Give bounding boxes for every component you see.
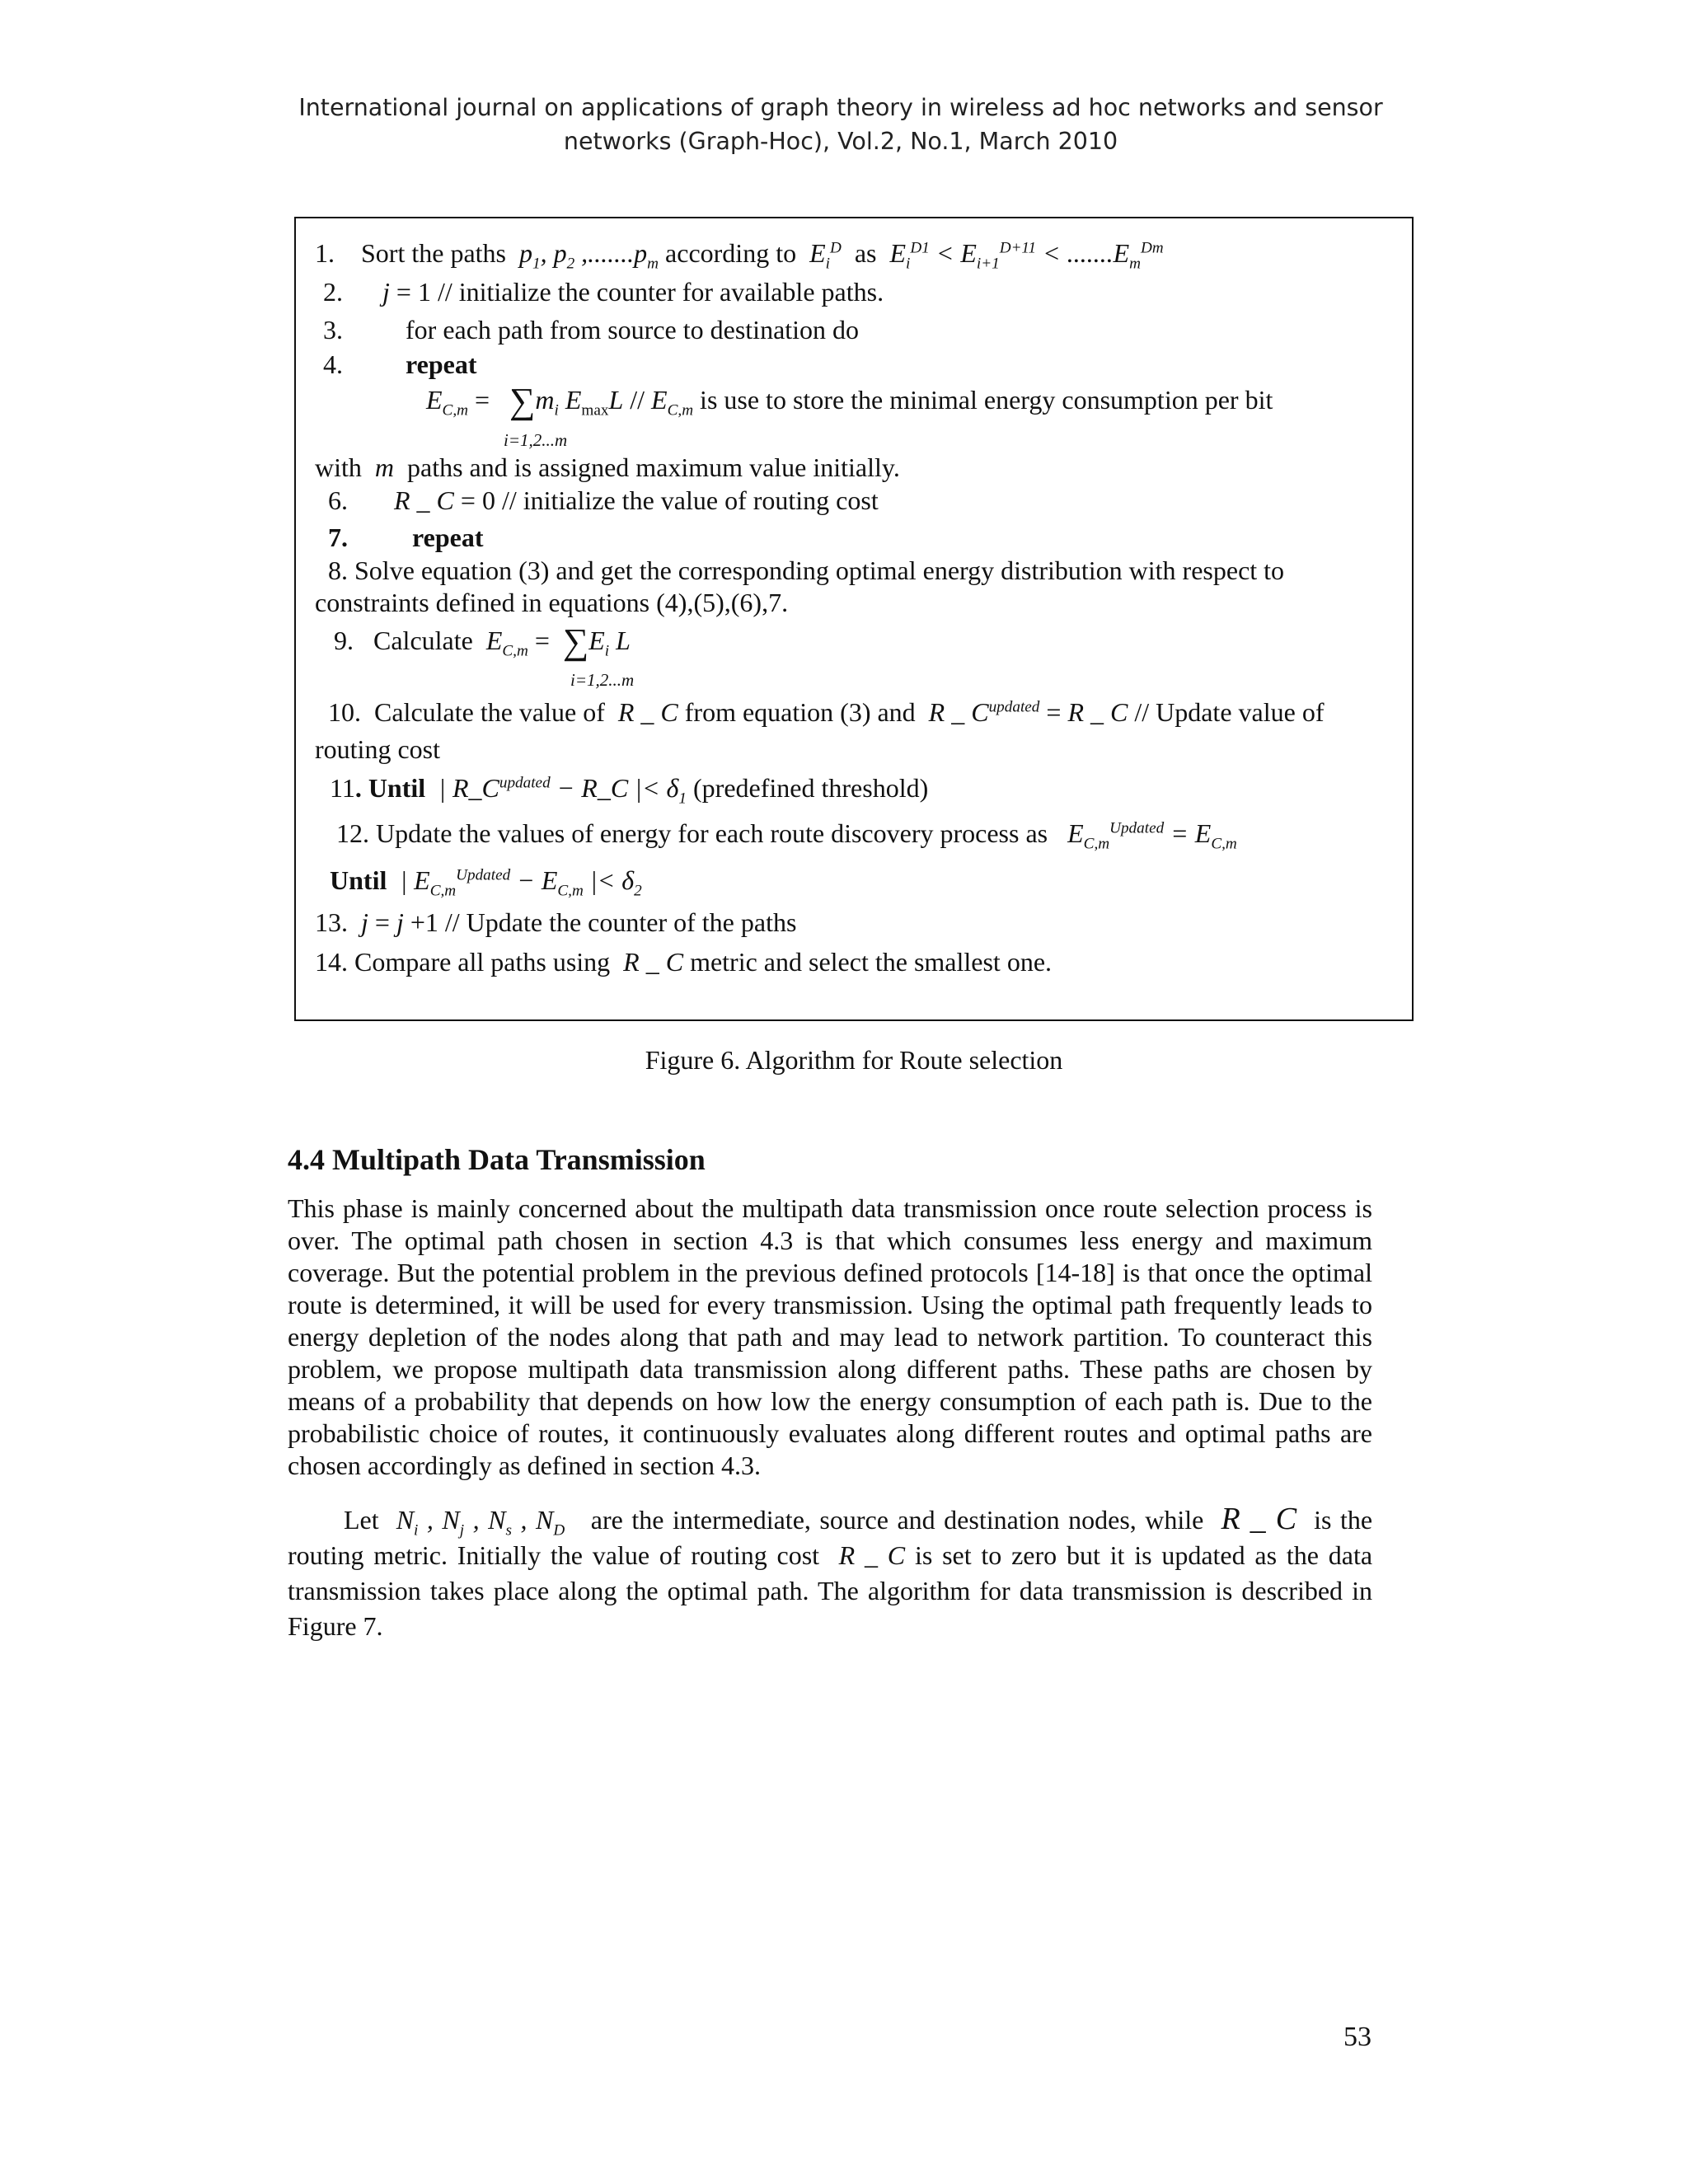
- algo-step-11: 11. Until | $R\_C^{updated}$ − R_C |< $\delta_1$ (predefined threshold): [330, 773, 929, 808]
- algo-step-8-line-1: 8. Solve equation (3) and get the corresponding optimal energy distribution with respect to: [328, 555, 1285, 585]
- math-paths: $p_1$, $p_2$ $,.......p_m$: [518, 238, 659, 273]
- running-header: [280, 91, 1401, 158]
- math-ecm-updated: $E_{C,m}^{Updated} = E_{C,m}$: [1067, 818, 1237, 853]
- algo-step-12-until: Until | $E_{C,m}^{Updated} - E_{C,m}$ |< $\delta_2$: [330, 865, 642, 900]
- math-ecm-calc: $E_{C,m}$: [485, 626, 528, 660]
- math-rc-init: R _ C: [394, 485, 454, 515]
- sum-index-2: i=1,2...m: [570, 670, 635, 690]
- algo-step-7: 7. repeat: [328, 523, 484, 552]
- math-m: m: [374, 452, 394, 482]
- math-j-inc: j: [361, 907, 368, 937]
- sigma-symbol: ∑: [509, 381, 536, 421]
- algo-step-5: $E_{C,m} = \sum m_i$ $E_{max}L // E_{C,m}$ is use to store the minimal energy consumption per bit: [426, 381, 1273, 421]
- algo-step-13: 13. j = j +1 // Update the counter of the paths: [315, 907, 797, 937]
- algo-step-6: 6. R _ C = 0 // initialize the value of routing cost: [328, 485, 879, 515]
- math-rc-updated: R _ $C^{updated}$: [928, 697, 1040, 727]
- math-j-init: j: [382, 277, 390, 307]
- page-number: 53: [1343, 2022, 1372, 2052]
- math-energy-order: $E_i^{D1} < E_{i+1}^{D+11} < .......E_m^{Dm}$: [889, 238, 1164, 273]
- algo-step-9: 9. Calculate $E_{C,m} = \sum E_i$ L: [334, 621, 631, 662]
- math-energy: $E_i^D$: [809, 238, 842, 273]
- math-until-1: | $R\_C^{updated}$ − R_C |< $\delta_1$: [438, 773, 687, 808]
- math-nodes: $N_i$ , $N_j$ , $N_s$ , $N_D$: [396, 1505, 565, 1540]
- body-paragraph-2: Let $N_i$ , $N_j$ , $N_s$ , $N_D$ are the intermediate, source and destination nodes, while R _ C is the routing metric. Initially the value of routing cost R _ C is set to zero but it is updated as the data transmission takes place along the optimal path. The algorithm for data transmission is described in Figure 7.: [288, 1502, 1373, 1641]
- header-line-2: networks (Graph-Hoc), Vol.2, No.1, March 2010: [563, 128, 1118, 155]
- algo-step-14: 14. Compare all paths using R _ C metric and select the smallest one.: [315, 947, 1053, 977]
- math-sum-term: $m_i$ E: [535, 385, 582, 419]
- body-paragraph-1: This phase is mainly concerned about the multipath data transmission once route selection process is over. The optimal path chosen in section 4.3 is that which consumes less energy and maximum coverage. But the potential problem in the previous defined protocols [14-18] is that once the optimal route is determined, it will be used for every transmission. Using the optimal path frequently leads to energy depletion of the nodes along that path and may lead to network partition. To counteract this problem, we propose multipath data transmission along different paths. These paths are chosen by means of a probability that depends on how low the energy consumption of each path is. Due to the probabilistic choice of routes, it continuously evaluates along different routes and optimal paths are chosen accordingly as defined in section 4.3.: [288, 1193, 1372, 1480]
- algo-step-8-line-2: constraints defined in equations (4),(5),(6),7.: [315, 588, 789, 617]
- header-line-1: International journal on applications of graph theory in wireless ad hoc networks and sensor: [298, 94, 1383, 121]
- algo-step-10: 10. Calculate the value of R _ C from equation (3) and R _ $C^{updated} = R$ _ C // Update value of: [328, 697, 1325, 727]
- algo-step-1: 1. Sort the paths $p_1$, $p_2$ $,.......p_m$ according to $E_i^D$ as $E_i^{D1} < E_{i+1}^{D+11} < .......E_m^{Dm}$: [315, 238, 1164, 273]
- math-until-2: | $E_{C,m}^{Updated} - E_{C,m}$ |< $\delta_2$: [400, 865, 642, 900]
- section-heading: 4.4 Multipath Data Transmission: [288, 1143, 706, 1176]
- algo-step-4: 4. repeat: [323, 349, 477, 379]
- algo-step-2: 2. j = 1 // initialize the counter for available paths.: [323, 277, 884, 307]
- math-ecm-2: $E_{C,m}$: [651, 385, 694, 419]
- math-ecm: $E_{C,m}$: [426, 385, 468, 419]
- algo-step-5-continued: with m paths and is assigned maximum value initially.: [315, 452, 900, 482]
- math-rc-metric: R _ C: [1221, 1502, 1297, 1536]
- algo-step-12: 12. Update the values of energy for each route discovery process as $E_{C,m}^{Updated} = E_{C,m}$: [336, 818, 1237, 853]
- algo-step-3: 3. for each path from source to destination do: [323, 315, 860, 344]
- algo-step-10-continued: routing cost: [315, 734, 440, 764]
- figure-caption: Figure 6. Algorithm for Route selection: [645, 1045, 1063, 1075]
- sum-index-1: i=1,2...m: [504, 430, 568, 450]
